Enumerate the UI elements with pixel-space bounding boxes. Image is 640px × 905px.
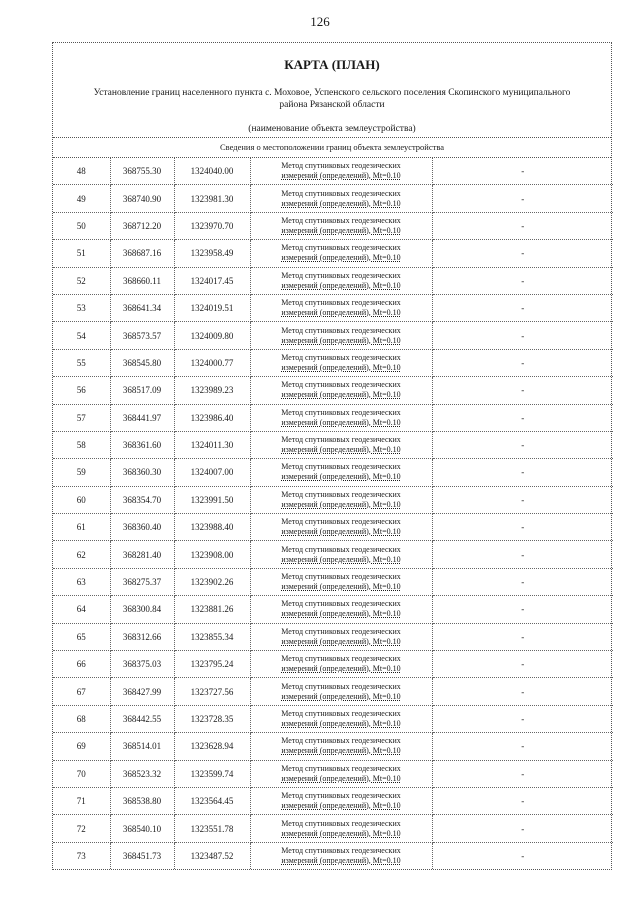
method-line-1: Метод спутниковых геодезических	[281, 544, 401, 554]
table-row	[53, 322, 613, 349]
point-number-cell: 53	[53, 294, 110, 321]
method-line-1: Метод спутниковых геодезических	[281, 188, 401, 198]
description-cell: -	[432, 294, 613, 321]
table-row	[53, 787, 613, 814]
method-cell	[250, 787, 432, 814]
description-cell: -	[432, 733, 613, 760]
method-cell	[250, 431, 432, 458]
x-coordinate-cell: 368300.84	[110, 596, 174, 623]
point-number-cell: 61	[53, 514, 110, 541]
table-row	[53, 842, 613, 869]
y-coordinate-cell: 1323727.56	[174, 678, 250, 705]
method-line-2: измерений (определений), Mt=0.10	[281, 445, 401, 455]
table-row	[53, 294, 613, 321]
description-cell: -	[432, 568, 613, 595]
method-line-2: измерений (определений), Mt=0.10	[281, 664, 401, 674]
method-line-2: измерений (определений), Mt=0.10	[281, 773, 401, 783]
method-line-1: Метод спутниковых геодезических	[281, 298, 401, 308]
method-line-2: измерений (определений), Mt=0.10	[281, 308, 401, 318]
x-coordinate-cell: 368442.55	[110, 705, 174, 732]
method-line-2: измерений (определений), Mt=0.10	[281, 527, 401, 537]
method-line-1: Метод спутниковых геодезических	[281, 791, 401, 801]
y-coordinate-cell: 1323795.24	[174, 651, 250, 678]
description-cell: -	[432, 267, 613, 294]
description-cell: -	[432, 158, 613, 185]
table-row	[53, 733, 613, 760]
x-coordinate-cell: 368687.16	[110, 240, 174, 267]
x-coordinate-cell: 368361.60	[110, 431, 174, 458]
method-cell	[250, 267, 432, 294]
method-cell	[250, 651, 432, 678]
x-coordinate-cell: 368545.80	[110, 349, 174, 376]
method-line-1: Метод спутниковых геодезических	[281, 599, 401, 609]
table-row	[53, 623, 613, 650]
method-line-2: измерений (определений), Mt=0.10	[281, 636, 401, 646]
table-row	[53, 459, 613, 486]
method-cell	[250, 514, 432, 541]
method-line-2: измерений (определений), Mt=0.10	[281, 335, 401, 345]
table-row	[53, 486, 613, 513]
description-cell: -	[432, 212, 613, 239]
point-number-cell: 57	[53, 404, 110, 431]
method-line-1: Метод спутниковых геодезических	[281, 626, 401, 636]
point-number-cell: 72	[53, 815, 110, 842]
method-line-1: Метод спутниковых геодезических	[281, 736, 401, 746]
description-cell: -	[432, 349, 613, 376]
method-line-2: измерений (определений), Mt=0.10	[281, 801, 401, 811]
method-line-1: Метод спутниковых геодезических	[281, 243, 401, 253]
object-caption: (наименование объекта землеустройства)	[248, 124, 416, 134]
method-cell	[250, 815, 432, 842]
point-number-cell: 62	[53, 541, 110, 568]
y-coordinate-cell: 1323988.40	[174, 514, 250, 541]
x-coordinate-cell: 368641.34	[110, 294, 174, 321]
point-number-cell: 56	[53, 377, 110, 404]
point-number-cell: 59	[53, 459, 110, 486]
method-line-1: Метод спутниковых геодезических	[281, 654, 401, 664]
description-cell: -	[432, 541, 613, 568]
method-line-1: Метод спутниковых геодезических	[281, 489, 401, 499]
y-coordinate-cell: 1323728.35	[174, 705, 250, 732]
document-header	[53, 43, 611, 138]
point-number-cell: 55	[53, 349, 110, 376]
description-cell: -	[521, 850, 525, 861]
x-coordinate-cell: 368275.37	[110, 568, 174, 595]
x-coordinate-cell: 368660.11	[110, 267, 174, 294]
x-coordinate-cell: 368375.03	[110, 651, 174, 678]
y-coordinate-cell: 1323855.34	[174, 623, 250, 650]
method-line-1: Метод спутниковых геодезических	[281, 215, 401, 225]
method-line-1: Метод спутниковых геодезических	[281, 572, 401, 582]
y-coordinate-cell: 1324017.45	[174, 267, 250, 294]
table-body	[53, 158, 613, 869]
method-line-1: Метод спутниковых геодезических	[281, 681, 401, 691]
method-line-2: измерений (определений), Mt=0.10	[281, 253, 401, 263]
y-coordinate-cell: 1323628.94	[174, 733, 250, 760]
method-cell	[250, 212, 432, 239]
table-row	[53, 240, 613, 267]
y-coordinate-cell: 1324009.80	[174, 322, 250, 349]
method-cell	[250, 623, 432, 650]
point-number-cell: 49	[53, 185, 110, 212]
method-line-1: Метод спутниковых геодезических	[281, 709, 401, 718]
table-row	[53, 705, 613, 732]
x-coordinate-cell: 368538.80	[110, 787, 174, 814]
method-cell	[250, 705, 432, 732]
section-heading: Сведения о местоположении границ объекта землеустройства	[53, 138, 611, 158]
table-row	[53, 158, 613, 185]
document-title: КАРТА (ПЛАН)	[284, 57, 380, 72]
table-row	[53, 678, 613, 705]
method-cell	[250, 459, 432, 486]
point-number-cell: 73	[53, 842, 110, 869]
y-coordinate-cell: 1323991.50	[174, 486, 250, 513]
y-coordinate-cell: 1323958.49	[174, 240, 250, 267]
x-coordinate-cell: 368354.70	[110, 486, 174, 513]
table-row	[53, 431, 613, 458]
method-line-1: Метод спутниковых геодезических	[281, 407, 401, 417]
description-cell: -	[432, 705, 613, 732]
table-row	[53, 596, 613, 623]
x-coordinate-cell: 368755.30	[110, 158, 174, 185]
method-line-2: измерений (определений), Mt=0.10	[281, 171, 401, 181]
method-line-1: Метод спутниковых геодезических	[281, 435, 401, 445]
description-cell: -	[432, 787, 613, 814]
description-cell: -	[432, 459, 613, 486]
y-coordinate-cell: 1324011.30	[174, 431, 250, 458]
x-coordinate-cell: 368517.09	[110, 377, 174, 404]
method-line-1: Метод спутниковых геодезических	[281, 845, 401, 855]
table-row	[53, 349, 613, 376]
method-line-2: измерений (определений), Mt=0.10	[281, 828, 401, 838]
x-coordinate-cell: 368523.32	[110, 760, 174, 787]
method-cell	[250, 568, 432, 595]
table-row	[53, 212, 613, 239]
point-number-cell: 60	[53, 486, 110, 513]
boundary-points-table	[53, 158, 613, 869]
method-line-2: измерений (определений), Mt=0.10	[281, 691, 401, 701]
y-coordinate-cell: 1324007.00	[174, 459, 250, 486]
description-cell: -	[432, 514, 613, 541]
description-cell: -	[432, 596, 613, 623]
point-number-cell: 63	[53, 568, 110, 595]
method-line-2: измерений (определений), Mt=0.10	[281, 855, 401, 865]
point-number-cell: 68	[53, 705, 110, 732]
method-line-2: измерений (определений), Mt=0.10	[281, 499, 401, 509]
method-line-2: измерений (определений), Mt=0.10	[281, 417, 401, 427]
y-coordinate-cell: 1323908.00	[174, 541, 250, 568]
point-number-cell: 64	[53, 596, 110, 623]
x-coordinate-cell: 368427.99	[110, 678, 174, 705]
x-coordinate-cell: 368712.20	[110, 212, 174, 239]
method-line-1: Метод спутниковых геодезических	[281, 380, 401, 390]
y-coordinate-cell: 1323487.52	[174, 842, 250, 869]
method-cell	[250, 678, 432, 705]
table-row	[53, 760, 613, 787]
description-cell: -	[432, 651, 613, 678]
description-cell: -	[432, 322, 613, 349]
description-cell: -	[432, 678, 613, 705]
table-row	[53, 404, 613, 431]
method-cell	[250, 185, 432, 212]
point-number-cell: 66	[53, 651, 110, 678]
method-line-1: Метод спутниковых геодезических	[281, 517, 401, 527]
method-cell	[250, 404, 432, 431]
point-number-cell: 54	[53, 322, 110, 349]
method-cell	[250, 541, 432, 568]
method-line-1: Метод спутниковых геодезических	[281, 818, 401, 828]
description-cell: -	[432, 404, 613, 431]
description-cell: -	[432, 486, 613, 513]
table-row	[53, 541, 613, 568]
table-row	[53, 185, 613, 212]
method-line-1: Метод спутниковых геодезических	[281, 325, 401, 335]
method-line-1: Метод спутниковых геодезических	[281, 161, 401, 171]
y-coordinate-cell: 1324000.77	[174, 349, 250, 376]
y-coordinate-cell: 1324019.51	[174, 294, 250, 321]
y-coordinate-cell: 1324040.00	[174, 158, 250, 185]
description-cell: -	[432, 815, 613, 842]
x-coordinate-cell: 368514.01	[110, 733, 174, 760]
y-coordinate-cell: 1323599.74	[174, 760, 250, 787]
description-cell: -	[432, 185, 613, 212]
method-cell	[250, 240, 432, 267]
x-coordinate-cell: 368441.97	[110, 404, 174, 431]
x-coordinate-cell: 368360.30	[110, 459, 174, 486]
method-cell	[250, 760, 432, 787]
x-coordinate-cell: 368740.90	[110, 185, 174, 212]
method-line-2: измерений (определений), Mt=0.10	[281, 390, 401, 400]
point-number-cell: 52	[53, 267, 110, 294]
method-cell	[250, 377, 432, 404]
description-cell: -	[432, 623, 613, 650]
method-line-1: Метод спутниковых геодезических	[281, 462, 401, 472]
point-number-cell: 58	[53, 431, 110, 458]
y-coordinate-cell: 1323989.23	[174, 377, 250, 404]
method-cell	[250, 158, 432, 185]
method-line-1: Метод спутниковых геодезических	[281, 270, 401, 280]
point-number-cell: 71	[53, 787, 110, 814]
method-line-2: измерений (определений), Mt=0.10	[281, 472, 401, 482]
method-cell	[250, 294, 432, 321]
point-number-cell: 48	[53, 158, 110, 185]
method-line-1: Метод спутниковых геодезических	[281, 763, 401, 773]
y-coordinate-cell: 1323981.30	[174, 185, 250, 212]
y-coordinate-cell: 1323881.26	[174, 596, 250, 623]
method-cell	[250, 733, 432, 760]
table-row	[53, 377, 613, 404]
method-line-2: измерений (определений), Mt=0.10	[281, 225, 401, 235]
x-coordinate-cell: 368281.40	[110, 541, 174, 568]
object-description: Установление границ населенного пункта с. Моховое, Успенского сельского поселения Скопинского муниципального района Рязанской области	[93, 88, 571, 110]
method-line-2: измерений (определений), Mt=0.10	[281, 198, 401, 208]
method-cell	[250, 349, 432, 376]
x-coordinate-cell: 368573.57	[110, 322, 174, 349]
method-line-2: измерений (определений), Mt=0.10	[281, 554, 401, 564]
description-cell: -	[432, 377, 613, 404]
method-line-2: измерений (определений), Mt=0.10	[281, 582, 401, 592]
description-cell: -	[432, 240, 613, 267]
y-coordinate-cell: 1323902.26	[174, 568, 250, 595]
method-line-1: Метод спутниковых геодезических	[281, 352, 401, 362]
point-number-cell: 50	[53, 212, 110, 239]
x-coordinate-cell: 368312.66	[110, 623, 174, 650]
method-line-2: измерений (определений), Mt=0.10	[281, 362, 401, 372]
method-cell	[250, 486, 432, 513]
method-cell	[250, 842, 432, 869]
point-number-cell: 51	[53, 240, 110, 267]
method-cell	[250, 322, 432, 349]
method-line-2: измерений (определений), Mt=0.10	[281, 609, 401, 619]
point-number-cell: 65	[53, 623, 110, 650]
table-row	[53, 651, 613, 678]
method-cell	[250, 596, 432, 623]
table-row	[53, 815, 613, 842]
y-coordinate-cell: 1323564.45	[174, 787, 250, 814]
table-row	[53, 514, 613, 541]
method-line-2: измерений (определений), Mt=0.10	[281, 719, 401, 728]
map-plan-frame	[52, 42, 612, 870]
description-cell: -	[432, 431, 613, 458]
table-row	[53, 267, 613, 294]
method-line-2: измерений (определений), Mt=0.10	[281, 746, 401, 756]
y-coordinate-cell: 1323551.78	[174, 815, 250, 842]
x-coordinate-cell: 368451.73	[110, 842, 174, 869]
point-number-cell: 67	[53, 678, 110, 705]
method-line-2: измерений (определений), Mt=0.10	[281, 280, 401, 290]
point-number-cell: 69	[53, 733, 110, 760]
point-number-cell: 70	[53, 760, 110, 787]
y-coordinate-cell: 1323970.70	[174, 212, 250, 239]
y-coordinate-cell: 1323986.40	[174, 404, 250, 431]
table-row	[53, 568, 613, 595]
page-number: 126	[310, 14, 330, 29]
x-coordinate-cell: 368360.40	[110, 514, 174, 541]
x-coordinate-cell: 368540.10	[110, 815, 174, 842]
description-cell: -	[432, 760, 613, 787]
